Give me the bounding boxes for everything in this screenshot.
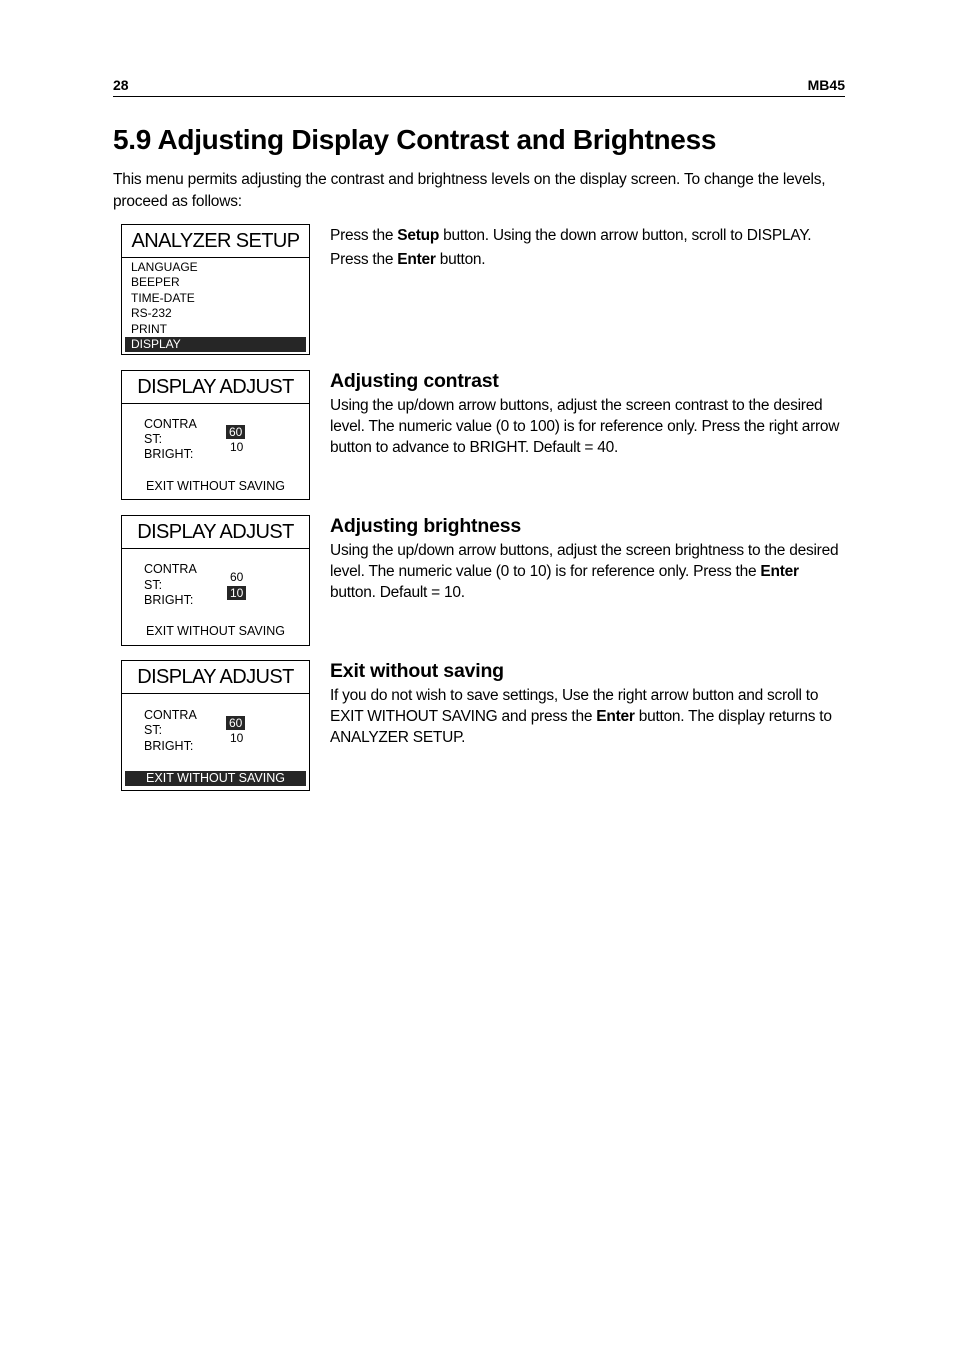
display-adjust-brightness-screen xyxy=(121,515,310,646)
page-number: 28 xyxy=(113,77,129,93)
setup-step-block xyxy=(330,224,845,272)
analyzer-setup-screen xyxy=(121,224,310,355)
contrast-step-block xyxy=(330,370,845,458)
contrast-label: CONTRA xyxy=(144,708,197,722)
contrast-value-selected: 60 xyxy=(226,425,245,439)
bright-value: 10 xyxy=(230,440,244,454)
contrast-heading: Adjusting contrast xyxy=(330,370,499,392)
exit-heading: Exit without saving xyxy=(330,660,504,682)
setup-menu-list xyxy=(125,260,306,352)
bright-label: BRIGHT: xyxy=(144,739,194,753)
exit-without-saving-option: EXIT WITHOUT SAVING xyxy=(146,624,285,638)
menu-item-rs232: RS-232 xyxy=(131,306,172,321)
screen-title: ANALYZER SETUP xyxy=(122,225,309,258)
menu-item-language: LANGUAGE xyxy=(131,260,198,274)
exit-step-block xyxy=(330,660,845,748)
bright-value-selected: 10 xyxy=(227,586,246,600)
menu-item-print: PRINT xyxy=(131,321,167,336)
exit-without-saving-option: EXIT WITHOUT SAVING xyxy=(146,479,285,493)
setup-step-text: Press the Setup button. Using the down arrow button, scroll to DISPLAY. Press the Enter button. xyxy=(330,227,812,268)
bright-value: 10 xyxy=(230,731,244,745)
menu-item-display-selected: DISPLAY xyxy=(125,337,306,352)
intro-paragraph: This menu permits adjusting the contrast and brightness levels on the display screen. To change the levels, proceed as follows: xyxy=(113,171,826,210)
exit-text: If you do not wish to save settings, Use the right arrow button and scroll to EXIT WITHOUT SAVING and press the Enter button. The display returns to ANALYZER SETUP. xyxy=(330,687,832,746)
screen-title: DISPLAY ADJUST xyxy=(122,661,309,694)
contrast-label-cont: ST: xyxy=(144,578,163,592)
brightness-text: Using the up/down arrow buttons, adjust the screen brightness to the desired level. The numeric value (0 to 10) is for reference only. Press the Enter button. Default = 10. xyxy=(330,542,839,601)
menu-item-time-date: TIME-DATE xyxy=(131,290,195,305)
contrast-value: 60 xyxy=(230,570,244,584)
contrast-label: CONTRA xyxy=(144,562,197,576)
contrast-label-cont: ST: xyxy=(144,432,163,446)
display-adjust-exit-screen xyxy=(121,660,310,791)
contrast-text: Using the up/down arrow buttons, adjust the screen contrast to the desired level. The numeric value (0 to 100) is for reference only. Press the right arrow button to advance to BRIGHT. Default = 40. xyxy=(330,397,840,456)
bright-label: BRIGHT: xyxy=(144,447,194,461)
document-code: MB45 xyxy=(807,77,845,93)
screen-title: DISPLAY ADJUST xyxy=(122,371,309,404)
contrast-label-cont: ST: xyxy=(144,723,163,737)
screen-title: DISPLAY ADJUST xyxy=(122,516,309,549)
exit-without-saving-option-selected: EXIT WITHOUT SAVING xyxy=(125,771,306,786)
contrast-label: CONTRA xyxy=(144,417,197,431)
brightness-heading: Adjusting brightness xyxy=(330,515,522,537)
display-adjust-contrast-screen xyxy=(121,370,310,500)
page-header xyxy=(113,76,845,97)
brightness-step-block xyxy=(330,515,845,603)
section-title: 5.9 Adjusting Display Contrast and Brightness xyxy=(113,124,717,155)
menu-item-beeper: BEEPER xyxy=(131,275,180,290)
bright-label: BRIGHT: xyxy=(144,593,194,607)
contrast-value-selected: 60 xyxy=(226,716,245,730)
